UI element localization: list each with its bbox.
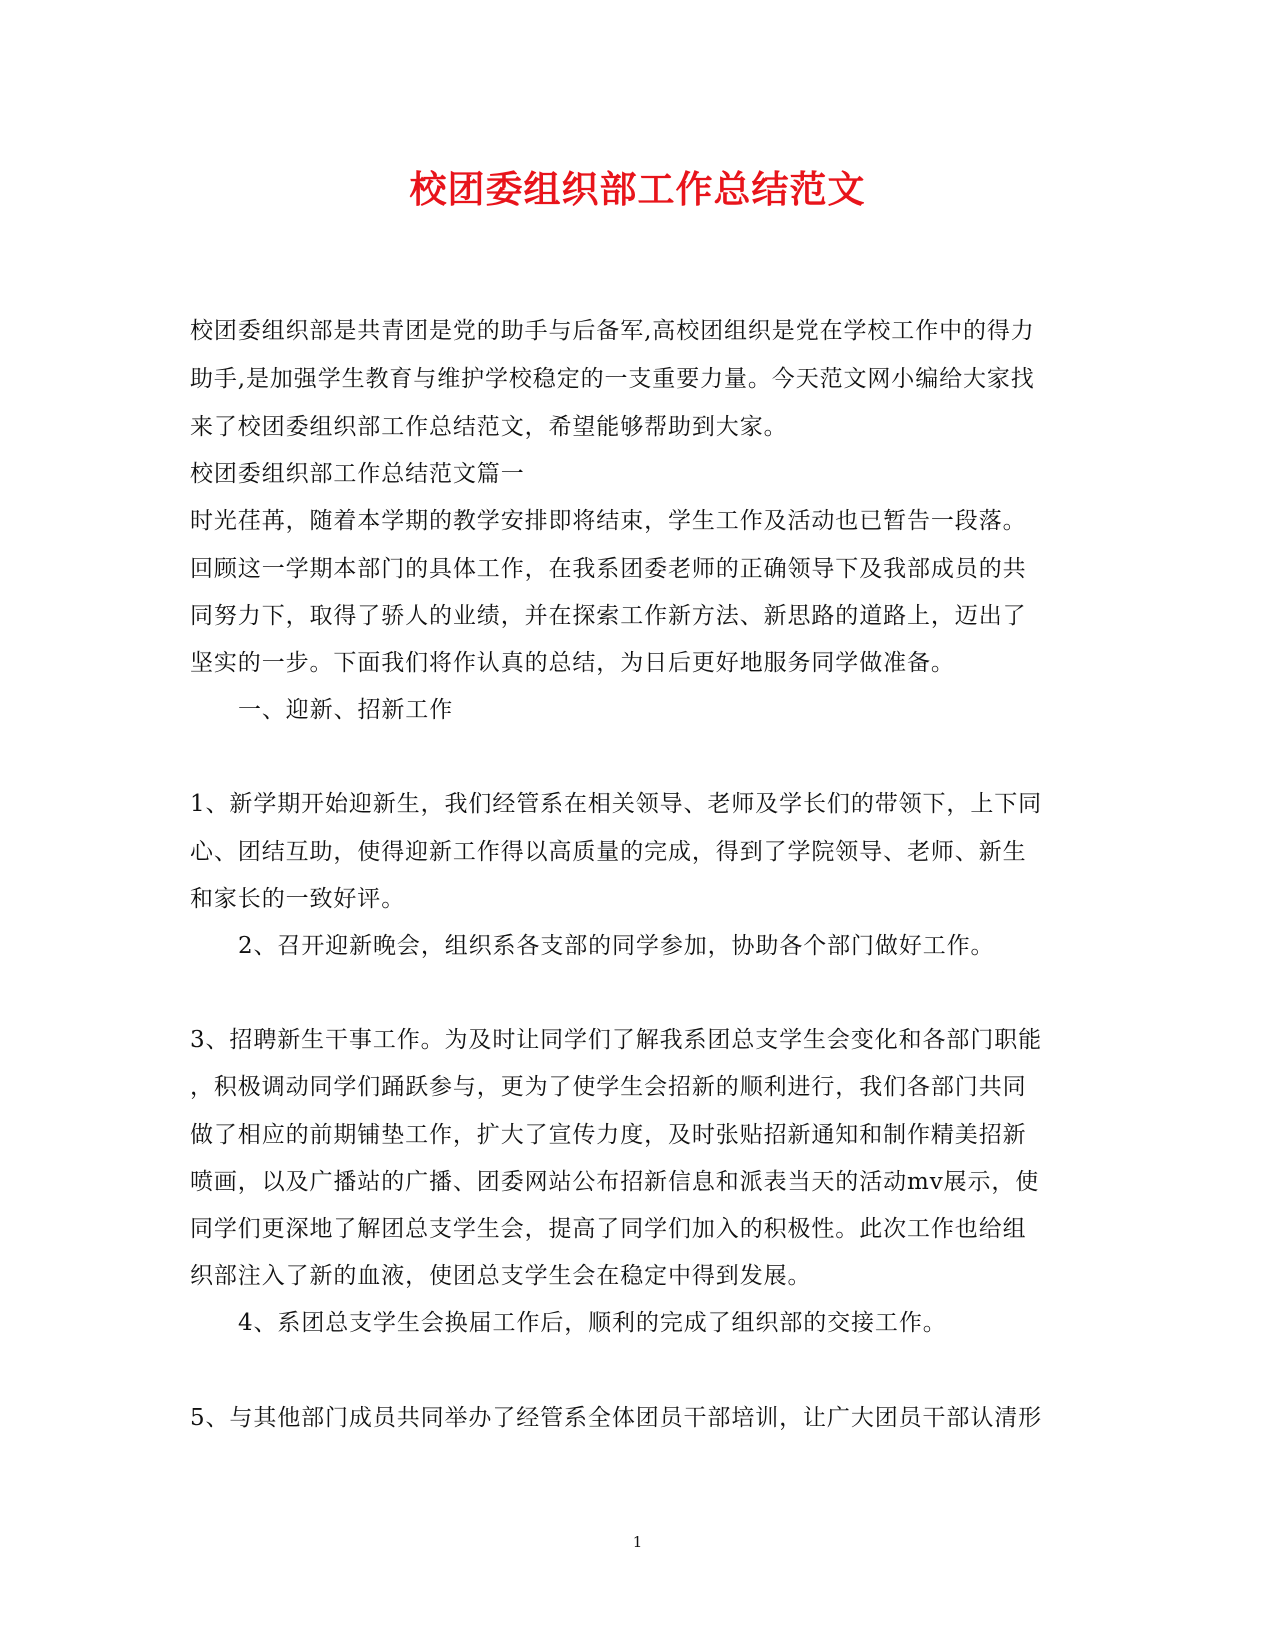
body-line: 校团委组织部工作总结范文篇一	[190, 461, 525, 487]
body-line: 2、召开迎新晚会，组织系各支部的同学参加，协助各个部门做好工作。	[238, 933, 995, 959]
body-line: 同学们更深地了解团总支学生会，提高了同学们加入的积极性。此次工作也给组	[190, 1216, 1027, 1242]
body-line: 校团委组织部是共青团是党的助手与后备军,高校团组织是党在学校工作中的得力	[190, 318, 1035, 344]
body-line: 4、系团总支学生会换届工作后，顺利的完成了组织部的交接工作。	[238, 1310, 947, 1336]
body-line: 5、与其他部门成员共同举办了经管系全体团员干部培训，让广大团员干部认清形	[190, 1405, 1043, 1431]
body-line: 和家长的一致好评。	[190, 886, 406, 912]
body-line: 1、新学期开始迎新生，我们经管系在相关领导、老师及学长们的带领下，上下同	[190, 791, 1043, 817]
body-line: ，积极调动同学们踊跃参与，更为了使学生会招新的顺利进行，我们各部门共同	[190, 1074, 1027, 1100]
body-line: 做了相应的前期铺垫工作，扩大了宣传力度，及时张贴招新通知和制作精美招新	[190, 1122, 1027, 1148]
body-line: 心、团结互助，使得迎新工作得以高质量的完成，得到了学院领导、老师、新生	[190, 839, 1027, 865]
document-title: 校团委组织部工作总结范文	[409, 167, 866, 211]
body-line: 坚实的一步。下面我们将作认真的总结，为日后更好地服务同学做准备。	[190, 650, 955, 676]
page-number: 1	[632, 1533, 643, 1551]
body-line: 助手,是加强学生教育与维护学校稳定的一支重要力量。今天范文网小编给大家找	[190, 366, 1035, 392]
body-line: 喷画，以及广播站的广播、团委网站公布招新信息和派表当天的活动mv展示，使	[190, 1169, 1040, 1195]
body-line: 回顾这一学期本部门的具体工作，在我系团委老师的正确领导下及我部成员的共	[190, 556, 1027, 582]
body-line: 同努力下，取得了骄人的业绩，并在探索工作新方法、新思路的道路上，迈出了	[190, 603, 1027, 629]
body-line: 3、招聘新生干事工作。为及时让同学们了解我系团总支学生会变化和各部门职能	[190, 1027, 1043, 1053]
section-heading: 一、迎新、招新工作	[238, 697, 454, 723]
body-line: 来了校团委组织部工作总结范文，希望能够帮助到大家。	[190, 414, 788, 440]
body-line: 织部注入了新的血液，使团总支学生会在稳定中得到发展。	[190, 1263, 812, 1289]
body-line: 时光荏苒，随着本学期的教学安排即将结束，学生工作及活动也已暂告一段落。	[190, 508, 1027, 534]
